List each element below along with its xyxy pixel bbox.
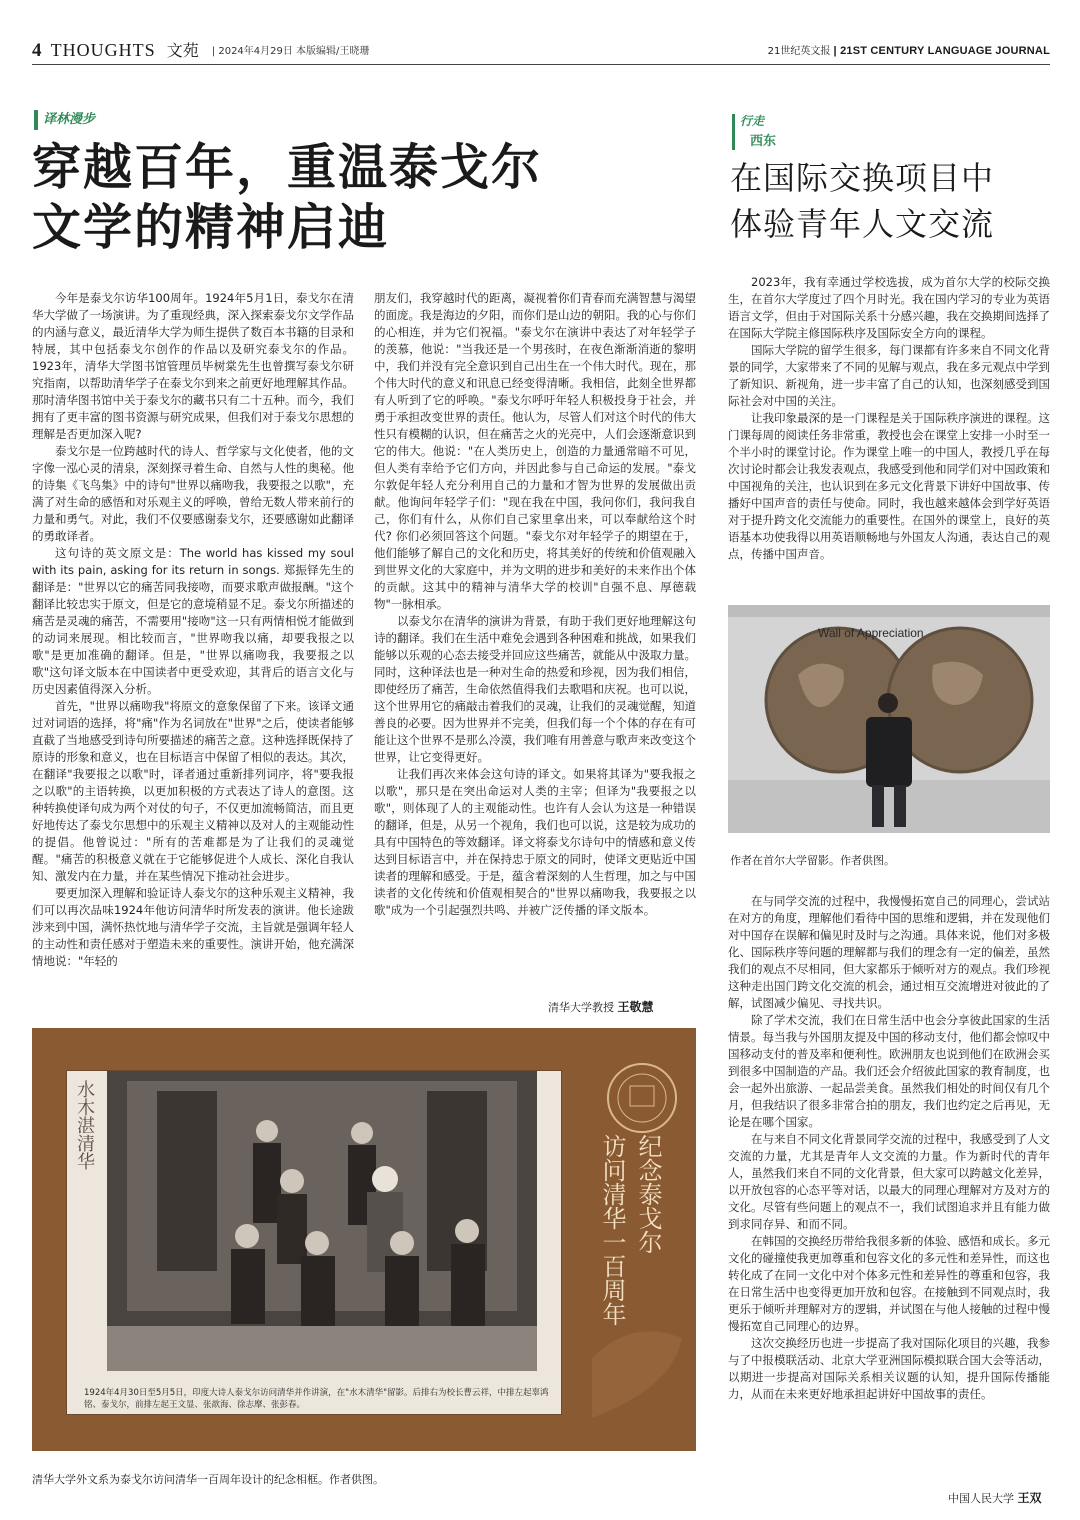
group-photo-image	[67, 1071, 562, 1415]
column-tag-side-1: 行走	[740, 114, 765, 128]
paper-name-cn: 21世纪英文报	[767, 46, 831, 57]
group-photo-caption: 1924年4月30日至5月5日，印度大诗人泰戈尔访问清华并作讲演，在"水木清华"留影。后排右为校长曹云祥，中排左起辜鸿铭、泰戈尔，前排左起王文显、张歆海、徐志摩、张彭春。	[84, 1388, 549, 1410]
paragraph: 这句诗的英文原文是：The world has kissed my soul with its pain, asking for its return in songs. 郑振铎先生的翻译是："世界以它的痛苦同我接吻，而要求歌声做报酬。"这个翻译比较忠实于原文，但是它的意境稍显不足。泰戈尔所描述的痛苦是灵魂的痛苦，不需要用"接吻"这一只有两情相悦才能做到的动词来展现。相比较而言，"世界吻我以痛，却要我报之以歌"是更加准确的翻译。但是，"世界以痛吻我，我要报之以歌"这句译文版本在中国读者中更受欢迎，其背后的语言文化与历史因素值得深入分析。	[32, 546, 354, 696]
section-name-cn: 文苑	[166, 41, 199, 60]
paragraph: 首先，"世界以痛吻我"将原文的意象保留了下来。该译文通过对词语的选择，将"痛"作为名词放在"世界"之后，使读者能够直截了当地感受到诗句所要描述的痛苦之意。这种选择既保持了原诗的形象和意义，也在目标语言中保留了相似的表达。其次，在翻译"我要报之以歌"时，译者通过重新排列词序，将"要我报之以歌"的主语转换，以更加积极的方式表达了诗人的意图。这种转换使译句成为两个对仗的句子，不仅更加流畅简洁，而且更好地传达了泰戈尔思想中的乐观主义精神以及对人的主观能动性的提倡。他曾说过："所有的苦难都是为了让我们的灵魂觉醒。"痛苦的积极意义就在于它能够促进个人成长、深化自我认知、激发内在力量，并在某些情况下推动社会进步。	[32, 699, 354, 883]
title-line-2: 文学的精神启迪	[32, 199, 390, 256]
paragraph: 让我印象最深的是一门课程是关于国际秩序演进的课程。这门课每周的阅读任务非常重，教授也会在课堂上安排一小时至一个半小时的课堂讨论。作为课堂上唯一的中国人，教授几乎在每次讨论时都会让我发表观点，我感受到他和同学们对中国政策和中国视角的关注，也认识到在多元文化背景下讲好中国故事、传播好中国声音的责任与使命。同时，我也越来越体会到学好英语对于提升跨文化交流能力的重要性。在国外的课堂上，良好的英语基本功使我得以用英语顺畅地与外国友人沟通，表达自己的观点，传播中国声音。	[728, 411, 1050, 561]
paper-name-en: | 21ST CENTURY LANGUAGE JOURNAL	[833, 45, 1050, 57]
article-main-column-1	[32, 290, 354, 970]
author-name: 王敬慧	[617, 1000, 654, 1014]
author-photo	[728, 605, 1050, 833]
paragraph: 在韩国的交换经历带给我很多新的体验、感悟和成长。多元文化的碰撞使我更加尊重和包容文化的多元性和差异性，而这也转化成了在同一文化中对个体多元性和差异性的尊重和包容，我在日常生活中也变得更加开放和包容。在接触到不同观点时，我更乐于倾听并理解对方的逻辑，并试图在与他人接触的过程中慢慢拓宽自己同理心的边界。	[728, 1234, 1050, 1333]
paragraph: 今年是泰戈尔访华100周年。1924年5月1日，泰戈尔在清华大学做了一场演讲。为了重现经典，深入探索泰戈尔文学作品的内涵与意义，最近清华大学为师生提供了数百本书籍的目录和特展，其中包括泰戈尔创作的作品以及研究泰戈尔的作品。1923年，清华大学图书馆管理员毕树棠先生也曾撰写泰戈尔研究指南，以帮助清华学子在泰戈尔到来之前更好地理解其作品。那时清华图书馆中关于泰戈尔的藏书只有二十五种。而今，我们拥有了更丰富的图书资源与研究成果，但我们对于泰戈尔思想的理解是否更加深入呢?	[32, 291, 354, 441]
author-signature-side	[948, 1489, 1042, 1506]
paragraph: 要更加深入理解和验证诗人泰戈尔的这种乐观主义精神，我们可以再次品味1924年他访问清华时所发表的演讲。他长途跋涉来到中国，满怀热忱地与清华学子交流，主旨就是强调年轻人的主动性和责任感对于塑造未来的重要性。演讲开始，他充满深情地说："年轻的	[32, 886, 354, 968]
paragraph: 除了学术交流，我们在日常生活中也会分享彼此国家的生活情景。每当我与外国朋友提及中国的移动支付，他们都会惊叹中国移动支付的普及率和便利性。欧洲朋友也说到他们在欧洲会买到很多中国制造的产品。我们还会介绍彼此国家的教育制度，也会一起外出旅游、一起品尝美食。虽然我们相处的时间仅有几个月，但我结识了很多非常合拍的朋友，我们也约定之后再见，无论是在哪个国家。	[728, 1013, 1050, 1129]
paragraph: 在与同学交流的过程中，我慢慢拓宽自己的同理心，尝试站在对方的角度，理解他们看待中国的思维和逻辑，并在发现他们对中国存在误解和偏见时及时与之沟通。具体来说，他们对多极化、国际秩序等问题的理解都与我们的理念有一定的偏差，虽然我们的观点不尽相同，但大家都乐于倾听对方的观点。我们珍视这种走出国门跨文化交流的机会，通过相互交流增进对彼此的了解，试图减少偏见、寻找共识。	[728, 894, 1050, 1010]
title-line-1: 穿越百年，重温泰戈尔	[32, 139, 543, 196]
title-line-2: 体验青年人文交流	[730, 205, 995, 243]
paragraph: 国际大学院的留学生很多，每门课都有许多来自不同文化背景的同学，大家带来了不同的见解与观点，我在多元观点中学到了新知识、新视角，进一步丰富了自己的认知，也深刻感受到国际社会对中国的关注。	[728, 343, 1050, 408]
title-line-1: 在国际交换项目中	[730, 159, 995, 197]
paragraph: 在与来自不同文化背景同学交流的过程中，我感受到了人文交流的力量，尤其是青年人文交流的力量。作为新时代的青年人，虽然我们来自不同的文化背景，但大家可以跨越文化差异，以开放包容的心态平等对话，以最大的同理心理解对方及对方的文化。尽管有些问题上的观点不一，我们试图追求并且有能力做到求同存异、和而不同。	[728, 1132, 1050, 1231]
issue-date-editor: | 2024年4月29日 本版编辑/王晓珊	[211, 46, 370, 57]
column-tag-main: 译林漫步	[34, 110, 100, 130]
historic-group-photo	[66, 1070, 562, 1415]
header-rule	[32, 64, 1050, 65]
article-side-column-bottom	[728, 893, 1050, 1403]
paragraph: 2023年，我有幸通过学校选拔，成为首尔大学的校际交换生，在首尔大学度过了四个月时光。我在国内学习的专业为英语语言文学，但由于对国际关系十分感兴趣，我在交换期间选择了在国际大学院主修国际秩序及国际安全方向的课程。	[728, 275, 1050, 340]
author-photo-image	[728, 605, 1050, 833]
paragraph: 泰戈尔是一位跨越时代的诗人、哲学家与文化使者，他的文字像一泓心灵的清泉，深刻探寻着生命、自然与人性的奥秘。他的诗集《飞鸟集》中的诗句"世界以痛吻我，我要报之以歌"，充满了对生命的感悟和对乐观主义的呼唤，曾给无数人带来前行的力量和勇气。对此，我们不仅要感谢泰戈尔，还要感谢如此翻译的勇敢译者。	[32, 444, 354, 543]
column-tag-side-2: 西东	[750, 130, 776, 149]
paragraph: 让我们再次来体会这句诗的译文。如果将其译为"要我报之以歌"，那只是在突出命运对人类的主宰；但译为"我要报之以歌"，则体现了人的主观能动性。也许有人会认为这是一种错误的翻译，但是，从另一个视角，我们也可以说，这是较为成功的具有中国特色的等效翻译。译文将泰戈尔诗句中的情感和意义传达到目标语言中，并在保持忠于原文的同时，使译文更贴近中国读者的理解和感受。于是，蕴含着深刻的人生哲理，加之与中国读者的文化传统和价值观相契合的"世界以痛吻我，我要报之以歌"成为一个引起强烈共鸣、并被广泛传播的译文版本。	[374, 767, 696, 917]
author-photo-caption: 作者在首尔大学留影。作者供图。	[730, 854, 895, 867]
frame-title-line-2: 访问清华一百周年	[598, 1134, 626, 1326]
paragraph: 这次交换经历也进一步提高了我对国际化项目的兴趣，我参与了中报模联活动、北京大学亚洲国际模拟联合国大会等活动，以期进一步提高对国际关系相关议题的认知，提升国际传播能力，从而在未来更好地承担起讲好中国故事的责任。	[728, 1336, 1050, 1401]
wall-sign-text: Wall of Appreciation	[818, 626, 924, 640]
frame-caption: 清华大学外文系为泰戈尔访问清华一百周年设计的纪念相框。作者供图。	[32, 1473, 384, 1486]
author-name: 王双	[1017, 1491, 1042, 1505]
header-right	[768, 42, 1050, 57]
author-org: 清华大学教授	[548, 1001, 614, 1014]
column-tag-side	[730, 112, 790, 158]
page-header	[32, 38, 1050, 62]
article-title-side	[730, 155, 1050, 247]
tag-bar-icon	[732, 114, 735, 150]
article-main-column-2	[374, 290, 696, 919]
section-name-en: THOUGHTS	[50, 40, 156, 60]
header-left	[32, 38, 369, 62]
paragraph: 朋友们，我穿越时代的距离，凝视着你们青春而充满智慧与渴望的面庞。我是海边的夕阳，而你们是山边的朝阳。我的心与你们的心相连，并为它们祝福。"泰戈尔在演讲中表达了对年轻学子的羡慕，他说："当我还是一个男孩时，在夜色渐渐消逝的黎明中，我们并没有完全意识到自己出生在一个伟大时代。现在，那个伟大时代的意义和讯息已经变得清晰。我相信，此刻全世界都有人听到了它的呼唤。"泰戈尔呼吁年轻人积极投身于社会，并勇于承担改变世界的责任。他认为，尽管人们对这个时代的伟大性只有模糊的认识，但在痛苦之火的光亮中，人们会逐渐意识到它的伟大。他说："在人类历史上，创造的力量通常暗不可见，但人类有幸给予它们方向，并因此参与自己命运的发展。"泰戈尔敦促年轻人充分利用自己的力量和才智为世界的发展做出贡献。他询问年轻学子们："现在我在中国，我问你们，我问我自己，你们有什么，从你们自己家里拿出来，可以奉献给这个时代? 你们必须回答这个问题。"泰戈尔对年轻学子的期望在于，他们能够了解自己的文化和历史，将其美好的传统和价值观融入到世界文化的大家庭中，并为文明的进步和美好的未来作出个体的贡献。这其中的精神与清华大学的校训"自强不息、厚德载物"一脉相承。	[374, 291, 696, 611]
article-side-column-top	[728, 274, 1050, 563]
author-signature-main	[548, 998, 654, 1015]
page-number: 4	[32, 40, 42, 61]
photo-calligraphy: 水木湛清华	[74, 1080, 95, 1170]
author-org: 中国人民大学	[948, 1492, 1014, 1505]
frame-title-line-1: 纪念泰戈尔	[634, 1134, 662, 1254]
paragraph: 以泰戈尔在清华的演讲为背景，有助于我们更好地理解这句诗的翻译。我们在生活中难免会遇到各种困难和挑战，如果我们能够以乐观的心态去接受并回应这些痛苦，就能从中汲取力量。同时，这种译法也是一种对生命的热爱和珍视，因为我们相信，即使经历了痛苦，生命依然值得我们去歌唱和庆祝。也可以说，这个世界用它的痛敲击着我们的灵魂，让我们的灵魂觉醒，知道善良的必要。因为世界并不完美，但我们每一个个体的存在有可能让这个世界不是那么冷漠，我们唯有用善意与歌声来改变这个世界，让它变得更好。	[374, 614, 696, 764]
article-title-main	[32, 138, 682, 258]
